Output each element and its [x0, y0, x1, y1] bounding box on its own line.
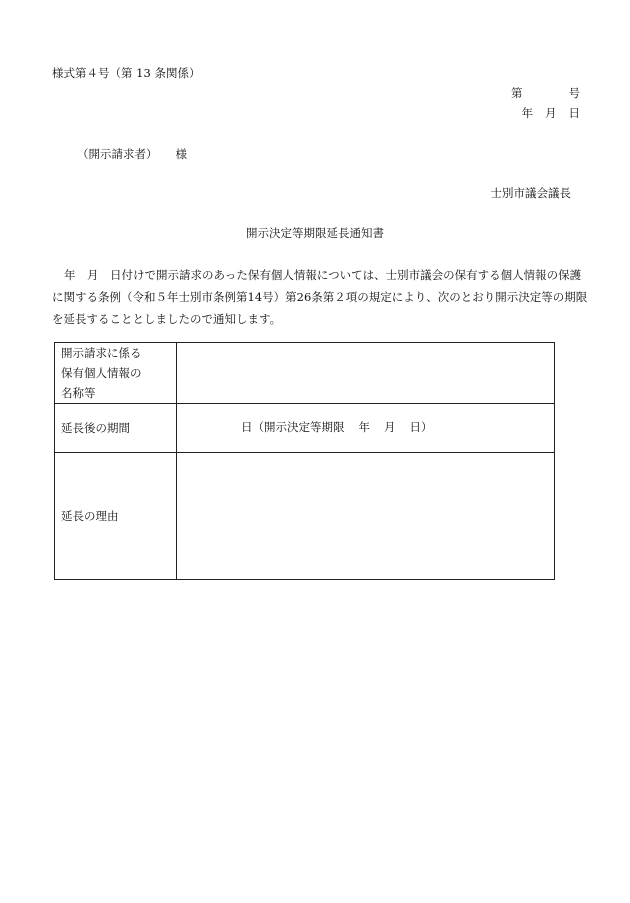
extended-period-month: 月 — [384, 420, 396, 435]
extended-period-year: 年 — [358, 420, 370, 435]
issue-date-year: 年 — [521, 106, 533, 120]
extension-reason-value — [177, 453, 555, 580]
issue-date-month: 月 — [545, 106, 557, 120]
document-number — [511, 87, 580, 101]
extended-period-value — [177, 404, 555, 453]
info-name-label — [55, 343, 177, 404]
extended-period-deadline: （開示決定等期限 — [252, 420, 345, 435]
issue-date — [522, 107, 581, 121]
extended-period-label: 延長後の期間 — [55, 404, 177, 453]
form-number: 様式第４号（第 13 条関係） — [52, 66, 201, 80]
info-name-label-line-3: 名称等 — [61, 386, 96, 400]
info-name-value — [177, 343, 555, 404]
table-row-info-name — [55, 343, 555, 404]
info-table — [54, 342, 555, 580]
table-row-extension-reason — [55, 453, 555, 580]
extended-period-day-close: 日） — [409, 420, 433, 435]
table-row-extended-period — [55, 404, 555, 453]
recipient-name: （開示請求者） — [77, 147, 158, 161]
issue-date-day: 日 — [568, 106, 580, 120]
body-paragraph: 年 月 日付けで開示請求のあった保有個人情報については、士別市議会の保有する個人情報の保護に関する条例（令和５年士別市条例第14号）第26条第２項の規定により、次のとおり開示決定等の期限を延長することとしましたので通知します。 — [52, 268, 588, 326]
recipient-honorific: 様 — [175, 147, 187, 161]
document-title: 開示決定等期限延長通知書 — [246, 226, 384, 240]
info-name-label-line-1: 開示請求に係る — [61, 346, 142, 360]
extension-reason-label: 延長の理由 — [55, 453, 177, 580]
document-number-prefix: 第 — [511, 86, 523, 100]
document-number-suffix: 号 — [568, 86, 580, 100]
recipient — [77, 148, 187, 162]
extended-period-day: 日 — [241, 420, 253, 435]
sender: 士別市議会議長 — [490, 186, 571, 200]
info-name-label-line-2: 保有個人情報の — [61, 366, 142, 380]
